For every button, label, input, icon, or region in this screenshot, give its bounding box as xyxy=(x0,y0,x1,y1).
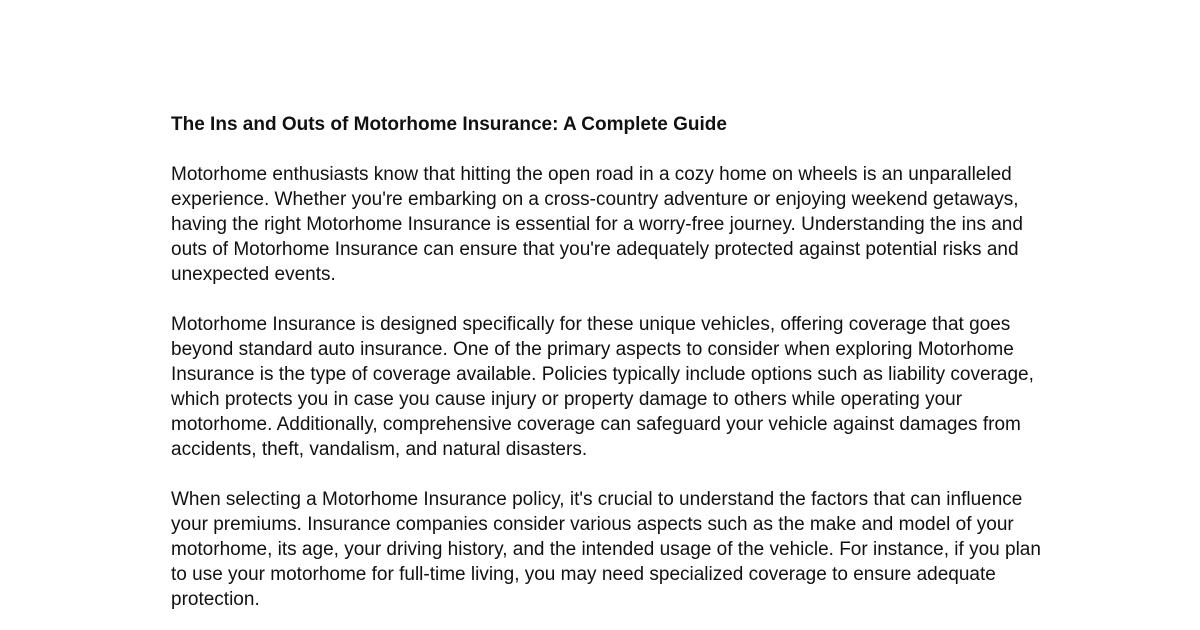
paragraph-line: Insurance is the type of coverage available. Policies typically include options such as liability coverage, xyxy=(171,364,1034,385)
paragraph-line: When selecting a Motorhome Insurance policy, it's crucial to understand the factors that can influence xyxy=(171,489,1023,510)
paragraph-line: motorhome. Additionally, comprehensive coverage can safeguard your vehicle against damages from xyxy=(171,414,1021,435)
paragraph-line: Motorhome enthusiasts know that hitting the open road in a cozy home on wheels is an unparalleled xyxy=(171,164,1012,185)
document-title: The Ins and Outs of Motorhome Insurance: A Complete Guide xyxy=(171,114,727,135)
document-body xyxy=(171,112,1111,612)
paragraph-line: experience. Whether you're embarking on a cross-country adventure or enjoying weekend getaways, xyxy=(171,189,1019,210)
paragraph-line: outs of Motorhome Insurance can ensure that you're adequately protected against potential risks and xyxy=(171,239,1019,260)
paragraph-line: motorhome, its age, your driving history, and the intended usage of the vehicle. For instance, if you plan xyxy=(171,539,1041,560)
paragraph-2 xyxy=(171,312,1111,462)
paragraph-line: Motorhome Insurance is designed specifically for these unique vehicles, offering coverage that goes xyxy=(171,314,1011,335)
paragraph-line: which protects you in case you cause injury or property damage to others while operating your xyxy=(171,389,963,410)
paragraph-1 xyxy=(171,162,1111,287)
paragraph-line: your premiums. Insurance companies consider various aspects such as the make and model of your xyxy=(171,514,1014,535)
paragraph-line: accidents, theft, vandalism, and natural disasters. xyxy=(171,439,588,460)
paragraph-line: beyond standard auto insurance. One of the primary aspects to consider when exploring Motorhome xyxy=(171,339,1014,360)
paragraph-3 xyxy=(171,487,1111,612)
paragraph-line: to use your motorhome for full-time living, you may need specialized coverage to ensure adequate xyxy=(171,564,996,585)
paragraph-line: having the right Motorhome Insurance is essential for a worry-free journey. Understanding the ins and xyxy=(171,214,1023,235)
paragraph-line: unexpected events. xyxy=(171,264,336,285)
paragraph-line: protection. xyxy=(171,589,260,610)
